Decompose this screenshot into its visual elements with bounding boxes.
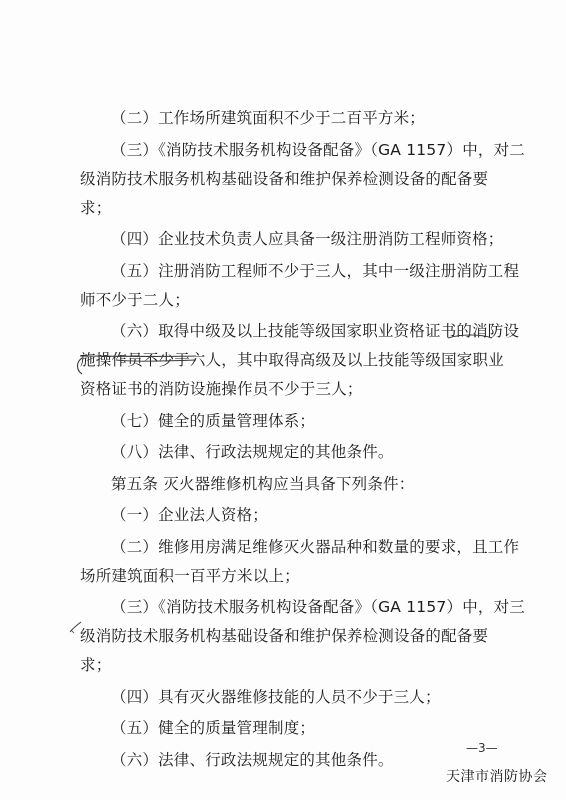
- text-line: （三）《消防技术服务机构设备配备》（GA 1157）中，对二: [111, 140, 525, 159]
- text-line: （三）《消防技术服务机构设备配备》（GA 1157）中，对三: [111, 598, 525, 616]
- text-line: 资格证书的消防设施操作员不少于三人；: [80, 380, 363, 398]
- text-line: 师不少于二人；: [80, 290, 190, 309]
- text-line: （五）健全的质量管理制度；: [111, 719, 316, 737]
- text-line: 求；: [80, 656, 112, 674]
- text-line: 施操作员不少于六人，其中取得高级及以上技能等级国家职业: [80, 351, 504, 369]
- watermark-text: 天津市消防协会: [446, 769, 548, 785]
- text-line: （一）企业法人资格；: [111, 506, 269, 524]
- document-body: [80, 104, 525, 775]
- text-line: （二）维修用房满足维修灭火器品种和数量的要求，且工作: [111, 537, 520, 556]
- text-line: （六）法律、行政法规规定的其他条件。: [111, 750, 394, 769]
- text-line: （七）健全的质量管理体系；: [111, 411, 316, 430]
- page-number: —3—: [466, 741, 498, 755]
- text-line: （二）工作场所建筑面积不少于二百平方米；: [111, 109, 426, 127]
- text-line: 求；: [80, 198, 112, 217]
- text-line: （六）取得中级及以上技能等级国家职业资格证书的消防设: [111, 322, 520, 340]
- text-line: （八）法律、行政法规规定的其他条件。: [111, 443, 394, 461]
- text-line: 级消防技术服务机构基础设备和维护保养检测设备的配备要: [80, 169, 489, 188]
- text-line: 级消防技术服务机构基础设备和维护保养检测设备的配备要: [80, 627, 489, 645]
- text-line: 场所建筑面积一百平方米以上；: [80, 566, 300, 585]
- text-line: （四）企业技术负责人应具备一级注册消防工程师资格；: [111, 230, 504, 248]
- text-line: 第五条 灭火器维修机构应当具备下列条件：: [111, 474, 415, 493]
- text-line: （四）具有灭火器维修技能的人员不少于三人；: [111, 687, 441, 706]
- text-line: （五）注册消防工程师不少于三人，其中一级注册消防工程: [111, 261, 520, 280]
